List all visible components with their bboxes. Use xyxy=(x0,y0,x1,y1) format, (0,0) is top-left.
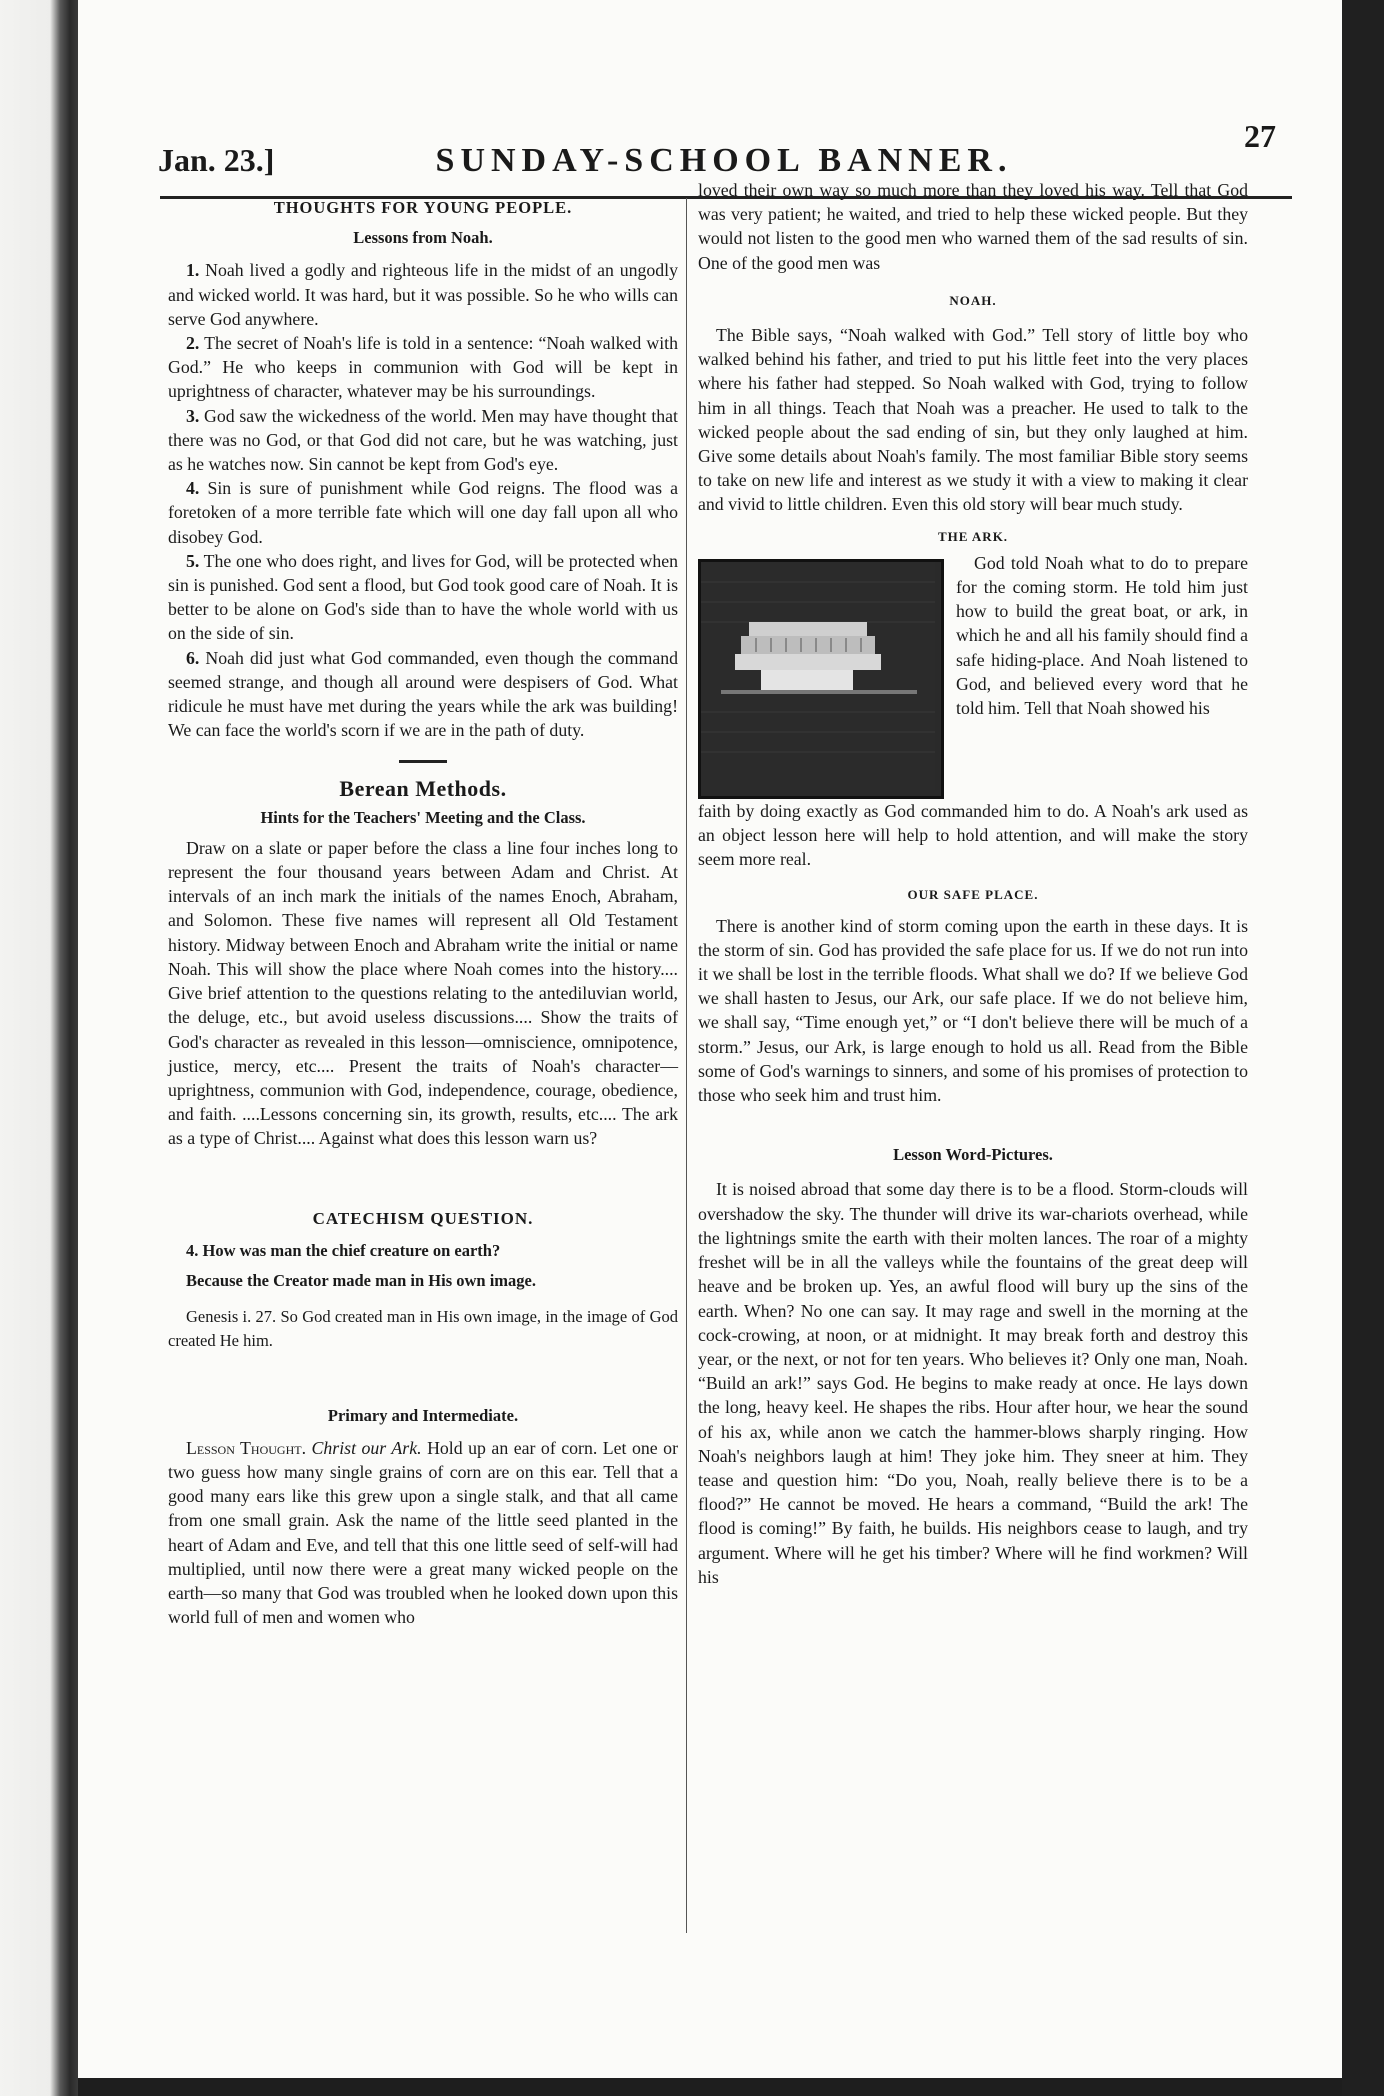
ark-section xyxy=(698,551,1248,799)
thought-text: Sin is sure of punishment while God reigns. The flood was a foretoken of a more terrible fate which will one day fall upon all who disobey God. xyxy=(168,478,678,547)
thought-item xyxy=(168,476,678,549)
continued-text: loved their own way so much more than they loved his way. Tell that God was very patient; he waited, and tried to help these wicked people. But they would not listen to the good men who warned them of the sad results of sin. One of the good men was xyxy=(698,180,1248,273)
thought-text: God saw the wickedness of the world. Men may have thought that there was no God, or that God did not care, but he was watching, just as he watches now. Sin cannot be kept from God's eye. xyxy=(168,405,678,475)
thought-item xyxy=(168,549,678,646)
thought-number: 6. xyxy=(186,647,200,668)
page-number: 27 xyxy=(1244,118,1276,154)
section-divider xyxy=(399,760,447,763)
ark-text-continued: faith by doing exactly as God commanded him to do. A Noah's ark used as an object lesson here will help to hold attention, and will make the story seem more real. xyxy=(698,800,1248,870)
lesson-thought-text: Hold up an ear of corn. Let one or two guess how many single grains of corn are on this ear. Tell that a good many ears like this grew upon a single stalk, and that all came from one small grain. Ask the name of the little seed planted in the heart of Adam and Eve, and tell that this one little seed of self-will had multiplied, until now there were a great many wicked people on the earth—so many that God was troubled when he looked down upon this world full of men and women who xyxy=(168,1437,678,1628)
lesson-thought-label: Lesson Thought. xyxy=(186,1437,307,1458)
ark-illustration xyxy=(698,559,944,799)
right-column xyxy=(698,178,1248,1589)
thought-item xyxy=(168,646,678,743)
thought-item xyxy=(168,258,678,331)
book-binding xyxy=(0,0,78,2096)
thought-number: 1. xyxy=(186,260,200,281)
column-rule xyxy=(686,198,687,1933)
primary-title: Primary and Intermediate. xyxy=(327,1405,519,1425)
thought-number: 4. xyxy=(186,478,200,499)
thought-text: Noah did just what God commanded, even though the command seemed strange, and though all around were despisers of God. What ridicule he must have met during the years while the ark was building! We can face the world's scorn if we are in the path of duty. xyxy=(168,647,678,741)
thought-number: 5. xyxy=(186,550,200,571)
publication-title: SUNDAY-SCHOOL BANNER. xyxy=(435,142,1013,179)
word-pictures-title: Lesson Word-Pictures. xyxy=(893,1145,1053,1165)
page-header xyxy=(158,112,1290,182)
berean-text: Draw on a slate or paper before the class a line four inches long to represent the four thousand years between Adam and Christ. At intervals of an inch mark the initials of the names Enoch, Abraham, and Solomon. These five names will represent all Old Testament history. Midway between Enoch and Abraham write the initial or name Noah. This will show the place where Noah comes into the history.... Give brief attention to the questions relating to the antediluvian world, the deluge, etc., but avoid useless discussions.... Show the traits of God's character as revealed in this lesson—omniscience, omnipotence, justice, mercy, etc.... Present the traits of Noah's character—uprightness, communion with God, independence, courage, obedience, and faith. ....Lessons concerning sin, its growth, results, etc.... The ark as a type of Christ.... Against what does this lesson warn us? xyxy=(168,837,678,1149)
safe-place-text: There is another kind of storm coming upon the earth in these days. It is the storm of sin. God has provided the safe place for us. If we do not run into it we shall be lost in the terrible floods. What shall we do? If we believe God we shall hasten to Jesus, our Ark, our safe place. If we do not believe him, we shall say, “Time enough yet,” or “I don't believe there will be much of a storm.” Jesus, our Ark, is large enough to hold us all. Read from the Bible some of God's warnings to sinners, and some of his promises of protection to those who seek him and trust him. xyxy=(698,915,1248,1106)
berean-title: Berean Methods. xyxy=(339,776,507,802)
left-column xyxy=(168,192,678,1629)
thought-item xyxy=(168,404,678,477)
catechism-title: CATECHISM QUESTION. xyxy=(312,1208,534,1228)
catechism-answer: Because the Creator made man in His own image. xyxy=(186,1270,536,1290)
catechism-reference: Genesis i. 27. So God created man in His own image, in the image of God created He him. xyxy=(168,1307,678,1351)
lesson-thought-title: Christ our Ark. xyxy=(311,1437,422,1458)
scan-edge xyxy=(1342,0,1384,2096)
thought-text: The secret of Noah's life is told in a sentence: “Noah walked with God.” He who keeps in communion with God will be kept in uprightness of character, whatever may be his surroundings. xyxy=(168,333,679,402)
catechism-question: 4. How was man the chief creature on earth? xyxy=(186,1240,501,1260)
page xyxy=(78,0,1342,2078)
safe-place-heading: OUR SAFE PLACE. xyxy=(907,887,1039,903)
noah-heading: NOAH. xyxy=(949,292,997,308)
noah-text: The Bible says, “Noah walked with God.” Tell story of little boy who walked behind his father, and tried to put his little feet into the very places where his father had stepped. So Noah walked with God, trying to follow him in all things. Teach that Noah was a preacher. He used to talk to the wicked people about the sad ending of sin, but they only laughed at him. Give some details about Noah's family. The most familiar Bible story seems to take on new life and interest as we study it with a view to making it clear and vivid to little children. Even this old story will bear much study. xyxy=(698,325,1248,515)
thoughts-list xyxy=(168,258,678,742)
word-pictures-text: It is noised abroad that some day there is to be a flood. Storm-clouds will overshadow the sky. The thunder will drive its war-chariots overhead, while the lightnings smite the earth with their molten lances. The roar of a mighty freshet will be in all the valleys while the fountains of the great deep will heave and be broken up. Yes, an awful flood will bury up the sins of the earth. When? No one can say. It may rage and swell in the morning at the cock-crowing, at noon, or at midnight. It may break forth and destroy this year, or the next, or not for ten years. Who believes it? Only one man, Noah. “Build an ark!” says God. He begins to make ready at once. He lays down the long, heavy keel. He shapes the ribs. Hour after hour, we hear the sound of his ax, while anon we catch the hammer-blows sharply ringing. How Noah's neighbors laugh at him! They joke him. They sneer at him. They tease and question him: “Do you, Noah, really believe there is to be a flood?” He cannot be moved. He hears a command, “Build the ark! The flood is coming!” By faith, he builds. His neighbors cease to laugh, and try argument. Where will he get his timber? Where will he find workmen? Will his xyxy=(698,1179,1248,1587)
thoughts-title: THOUGHTS FOR YOUNG PEOPLE. xyxy=(273,198,573,217)
lesson-thought xyxy=(168,1436,678,1630)
thought-text: The one who does right, and lives for God, will be protected when sin is punished. God sent a flood, but God took good care of Noah. It is better to be alone on God's side than to have the whole world with us on the side of sin. xyxy=(168,550,679,644)
thoughts-subtitle: Lessons from Noah. xyxy=(353,228,493,248)
ark-heading: THE ARK. xyxy=(937,528,1009,544)
thought-text: Noah lived a godly and righteous life in the midst of an ungodly and wicked world. It was hard, but it was possible. So he who wills can serve God anywhere. xyxy=(168,260,678,329)
thought-number: 2. xyxy=(186,333,200,354)
issue-date: Jan. 23.] xyxy=(158,142,275,178)
ark-text: God told Noah what to do to prepare for the coming storm. He told him just how to build the great boat, or ark, in which he and all his family should find a safe hiding-place. And Noah listened to God, and believed every word that he told him. Tell that Noah showed his xyxy=(956,552,1248,719)
thought-item xyxy=(168,331,678,404)
thought-number: 3. xyxy=(186,405,200,426)
ark-engraving xyxy=(701,562,935,790)
berean-subtitle: Hints for the Teachers' Meeting and the Class. xyxy=(260,807,586,827)
